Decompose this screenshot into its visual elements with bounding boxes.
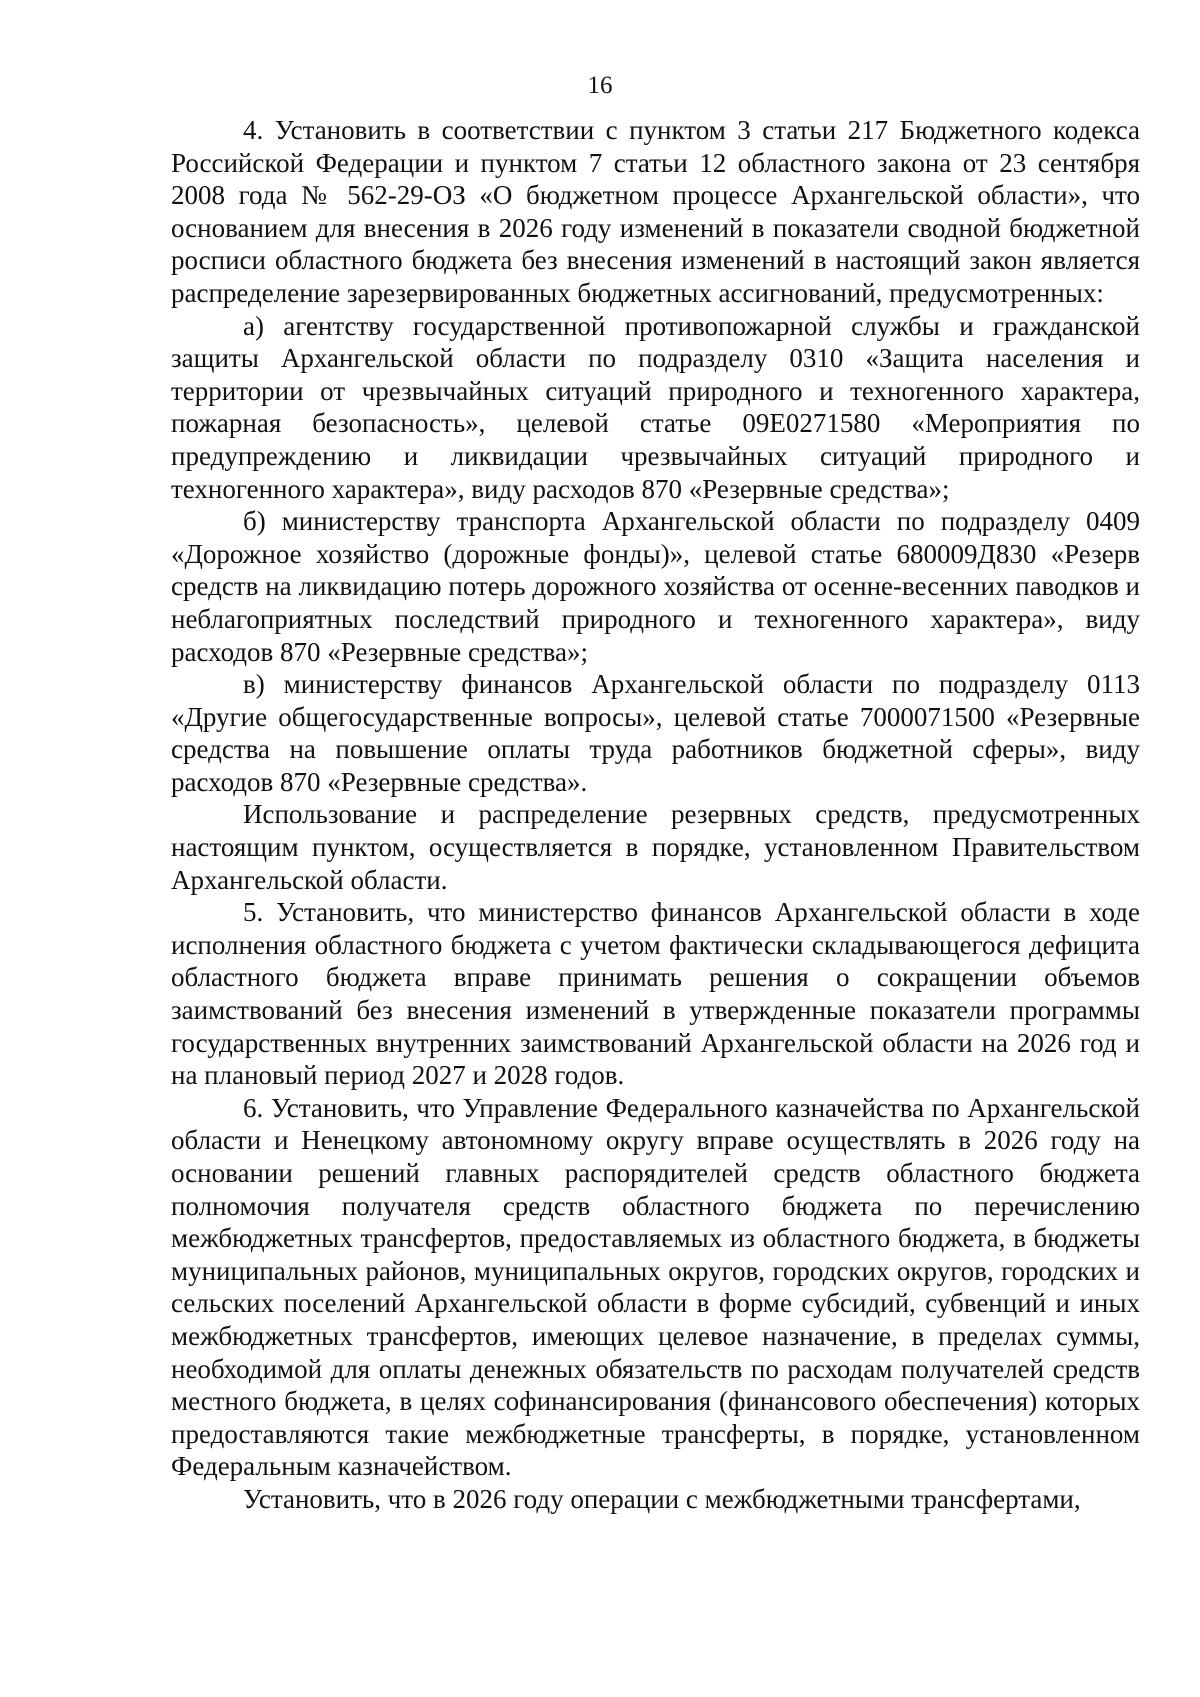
- paragraph-subitem-a: а) агентству государственной противопожарной службы и гражданской защиты Архангельской области по подразделу 0310 «Защита населения и территории от чрезвычайных ситуаций природного и техногенного характера, пожарная безопасность», целевой статье 09Е0271580 «Мероприятия по предупреждению и ликвидации чрезвычайных ситуаций природного и техногенного характера», виду расходов 870 «Резервные средства»;: [171, 310, 1140, 504]
- paragraph-subitem-v: в) министерству финансов Архангельской области по подразделу 0113 «Другие общегосударственные вопросы», целевой статье 7000071500 «Резервные средства на повышение оплаты труда работников бюджетной сферы», виду расходов 870 «Резервные средства».: [171, 669, 1140, 797]
- page-number: 16: [587, 72, 613, 99]
- paragraph-item-5: 5. Установить, что министерство финансов Архангельской области в ходе исполнения областного бюджета с учетом фактически складывающегося дефицита областного бюджета вправе принимать решения о сокращении объемов заимствований без внесения изменений в утвержденные показатели программы государственных внутренних заимствований Архангельской области на 2026 год и на плановый период 2027 и 2028 годов.: [171, 897, 1140, 1091]
- paragraph-subitem-b: б) министерству транспорта Архангельской области по подразделу 0409 «Дорожное хозяйство (дорожные фонды)», целевой статье 680009Д830 «Резерв средств на ликвидацию потерь дорожного хозяйства от осенне-весенних паводков и неблагоприятных последствий природного и техногенного характера», виду расходов 870 «Резервные средства»;: [171, 506, 1140, 667]
- document-body: [171, 114, 1140, 1516]
- paragraph-item-4: 4. Установить в соответствии с пунктом 3 статьи 217 Бюджетного кодекса Российской Федерации и пунктом 7 статьи 12 областного закона от 23 сентября 2008 года № 562-29-ОЗ «О бюджетном процессе Архангельской области», что основанием для внесения в 2026 году изменений в показатели сводной бюджетной росписи областного бюджета без внесения изменений в настоящий закон является распределение зарезервированных бюджетных ассигнований, предусмотренных:: [171, 115, 1140, 308]
- paragraph-continuation: Установить, что в 2026 году операции с межбюджетными трансфертами,: [243, 1483, 1081, 1514]
- paragraph-item-6: 6. Установить, что Управление Федерального казначейства по Архангельской области и Ненецкому автономному округу вправе осуществлять в 2026 году на основании решений главных распорядителей средств областного бюджета полномочия получателя средств областного бюджета по перечислению межбюджетных трансфертов, предоставляемых из областного бюджета, в бюджеты муниципальных районов, муниципальных округов, городских округов, городских и сельских поселений Архангельской области в форме субсидий, субвенций и иных межбюджетных трансфертов, имеющих целевое назначение, в пределах суммы, необходимой для оплаты денежных обязательств по расходам получателей средств местного бюджета, в целях софинансирования (финансового обеспечения) которых предоставляются такие межбюджетные трансферты, в порядке, установленном Федеральным казначейством.: [171, 1092, 1140, 1482]
- paragraph-reserve-usage: Использование и распределение резервных средств, предусмотренных настоящим пунктом, осуществляется в порядке, установленном Правительством Архангельской области.: [171, 799, 1140, 895]
